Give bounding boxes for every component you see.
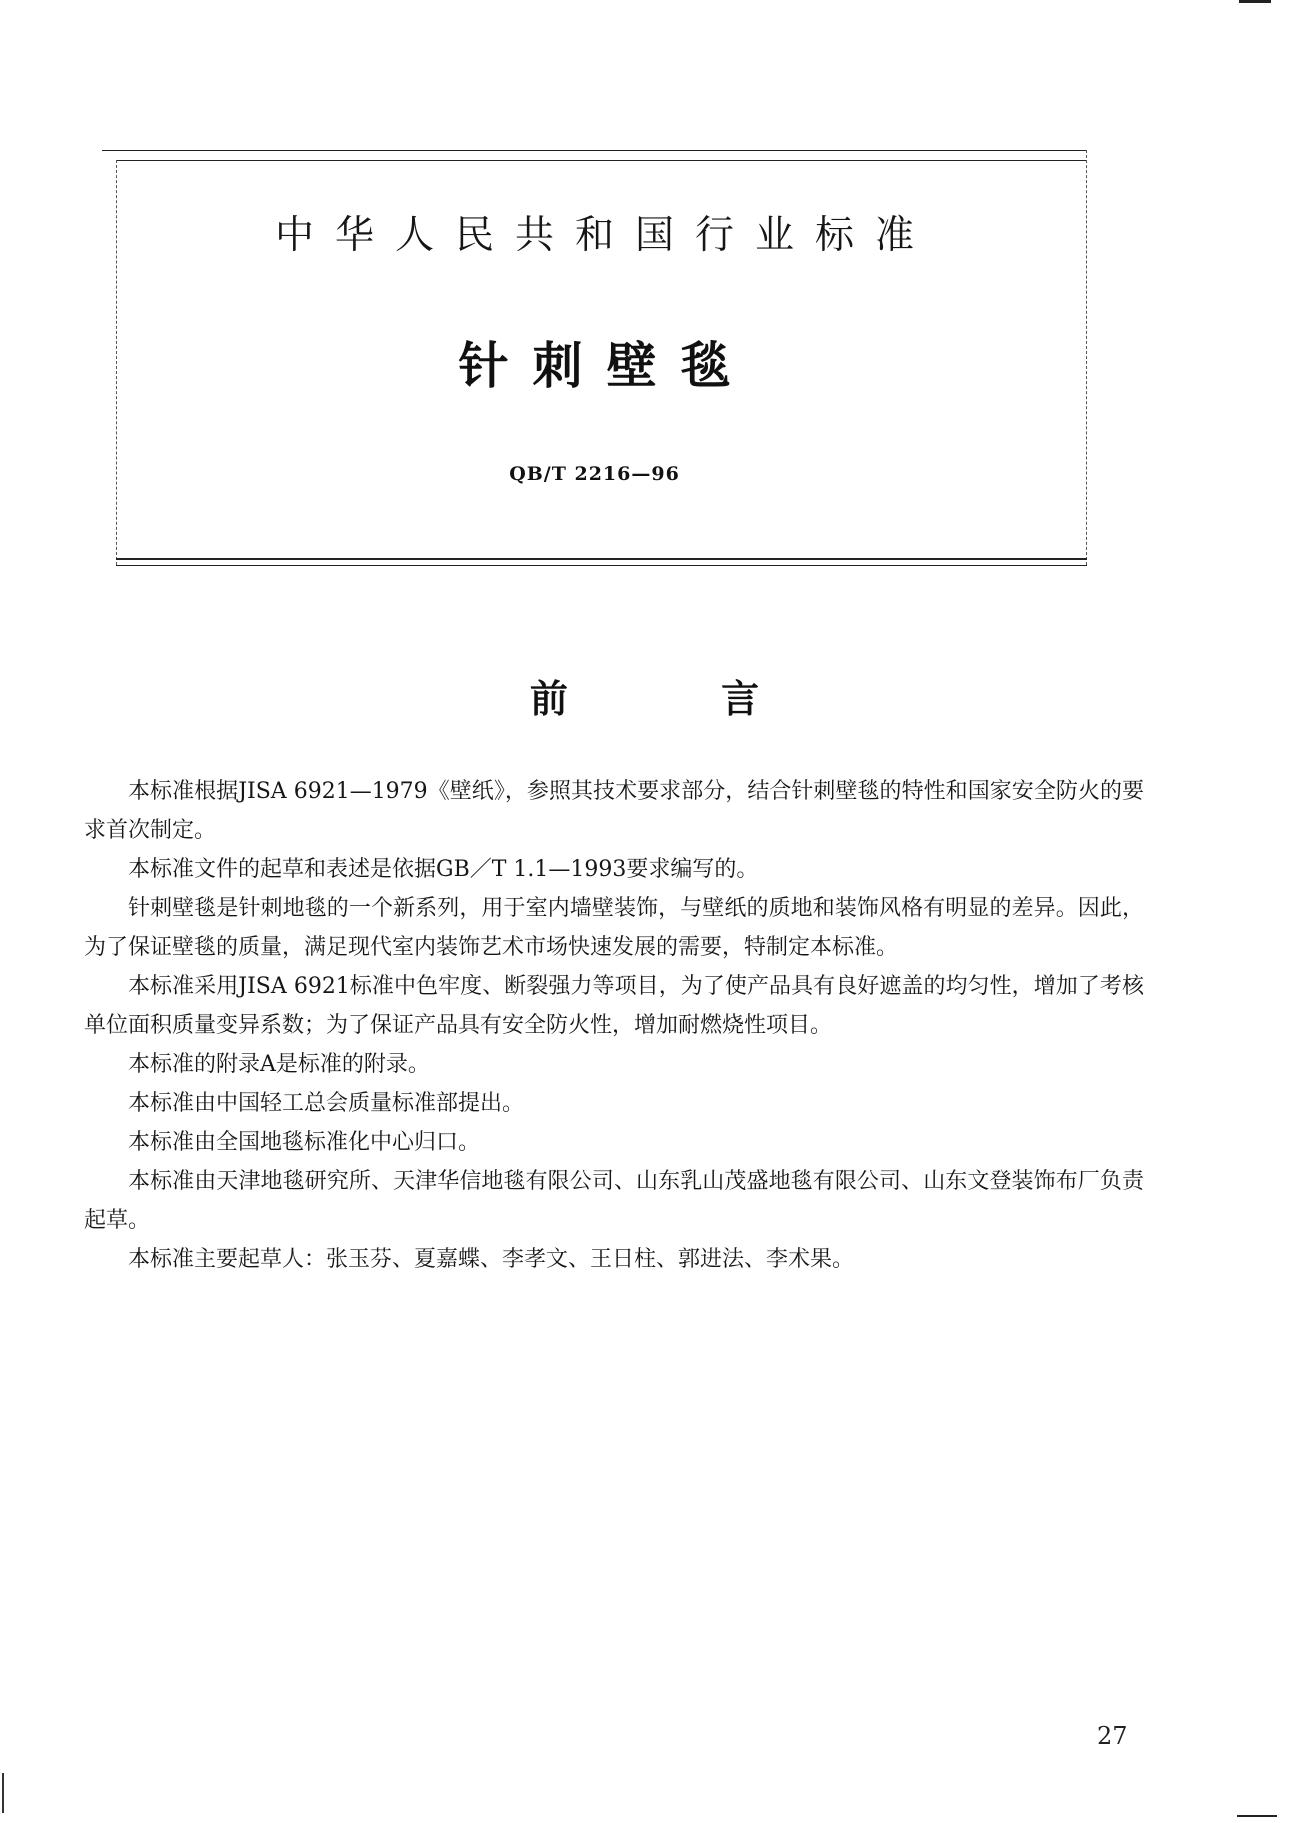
frame-rule-bottom-thin: [116, 565, 1087, 566]
preface-paragraph: 本标准主要起草人：张玉芬、夏嘉蝶、李孝文、王日柱、郭进法、李术果。: [128, 1247, 855, 1272]
preface-heading: 前 言: [529, 677, 830, 721]
preface-paragraph: 针刺壁毯是针刺地毯的一个新系列，用于室内墙壁装饰，与壁纸的质地和装饰风格有明显的差异。因此，为了保证壁毯的质量，满足现代室内装饰艺术市场快速发展的需要，特制定本标准。: [84, 896, 1144, 960]
scan-corner-mark-top: [1239, 0, 1271, 3]
standard-category: 中华人民共和国行业标准: [274, 213, 935, 258]
standard-code: QB/T 2216—96: [509, 463, 680, 485]
preface-paragraph: 本标准由天津地毯研究所、天津华信地毯有限公司、山东乳山茂盛地毯有限公司、山东文登装饰布厂负责起草。: [84, 1169, 1144, 1233]
preface-paragraph: 本标准根据JISA 6921—1979《壁纸》，参照其技术要求部分，结合针刺壁毯的特性和国家安全防火的要求首次制定。: [84, 779, 1144, 843]
frame-rule-top-outer: [102, 150, 1087, 151]
page-number: 27: [1097, 1722, 1128, 1750]
document-title: 针刺壁毯: [458, 337, 755, 395]
preface-paragraph: 本标准的附录A是标准的附录。: [128, 1052, 430, 1077]
frame-rule-top-inner: [116, 160, 1087, 161]
scan-edge-mark: [2, 1773, 4, 1813]
preface-paragraph: 本标准采用JISA 6921标准中色牢度、断裂强力等项目，为了使产品具有良好遮盖的均匀性，增加了考核单位面积质量变异系数；为了保证产品具有安全防火性，增加耐燃烧性项目。: [84, 974, 1144, 1038]
scan-corner-mark-bottom: [1237, 1815, 1277, 1817]
frame-rule-bottom-thick: [116, 558, 1087, 560]
preface-body: [84, 772, 1144, 1279]
preface-paragraph: 本标准由中国轻工总会质量标准部提出。: [128, 1091, 525, 1116]
preface-paragraph: 本标准文件的起草和表述是依据GB／T 1.1—1993要求编写的。: [128, 857, 759, 882]
preface-paragraph: 本标准由全国地毯标准化中心归口。: [128, 1130, 481, 1155]
